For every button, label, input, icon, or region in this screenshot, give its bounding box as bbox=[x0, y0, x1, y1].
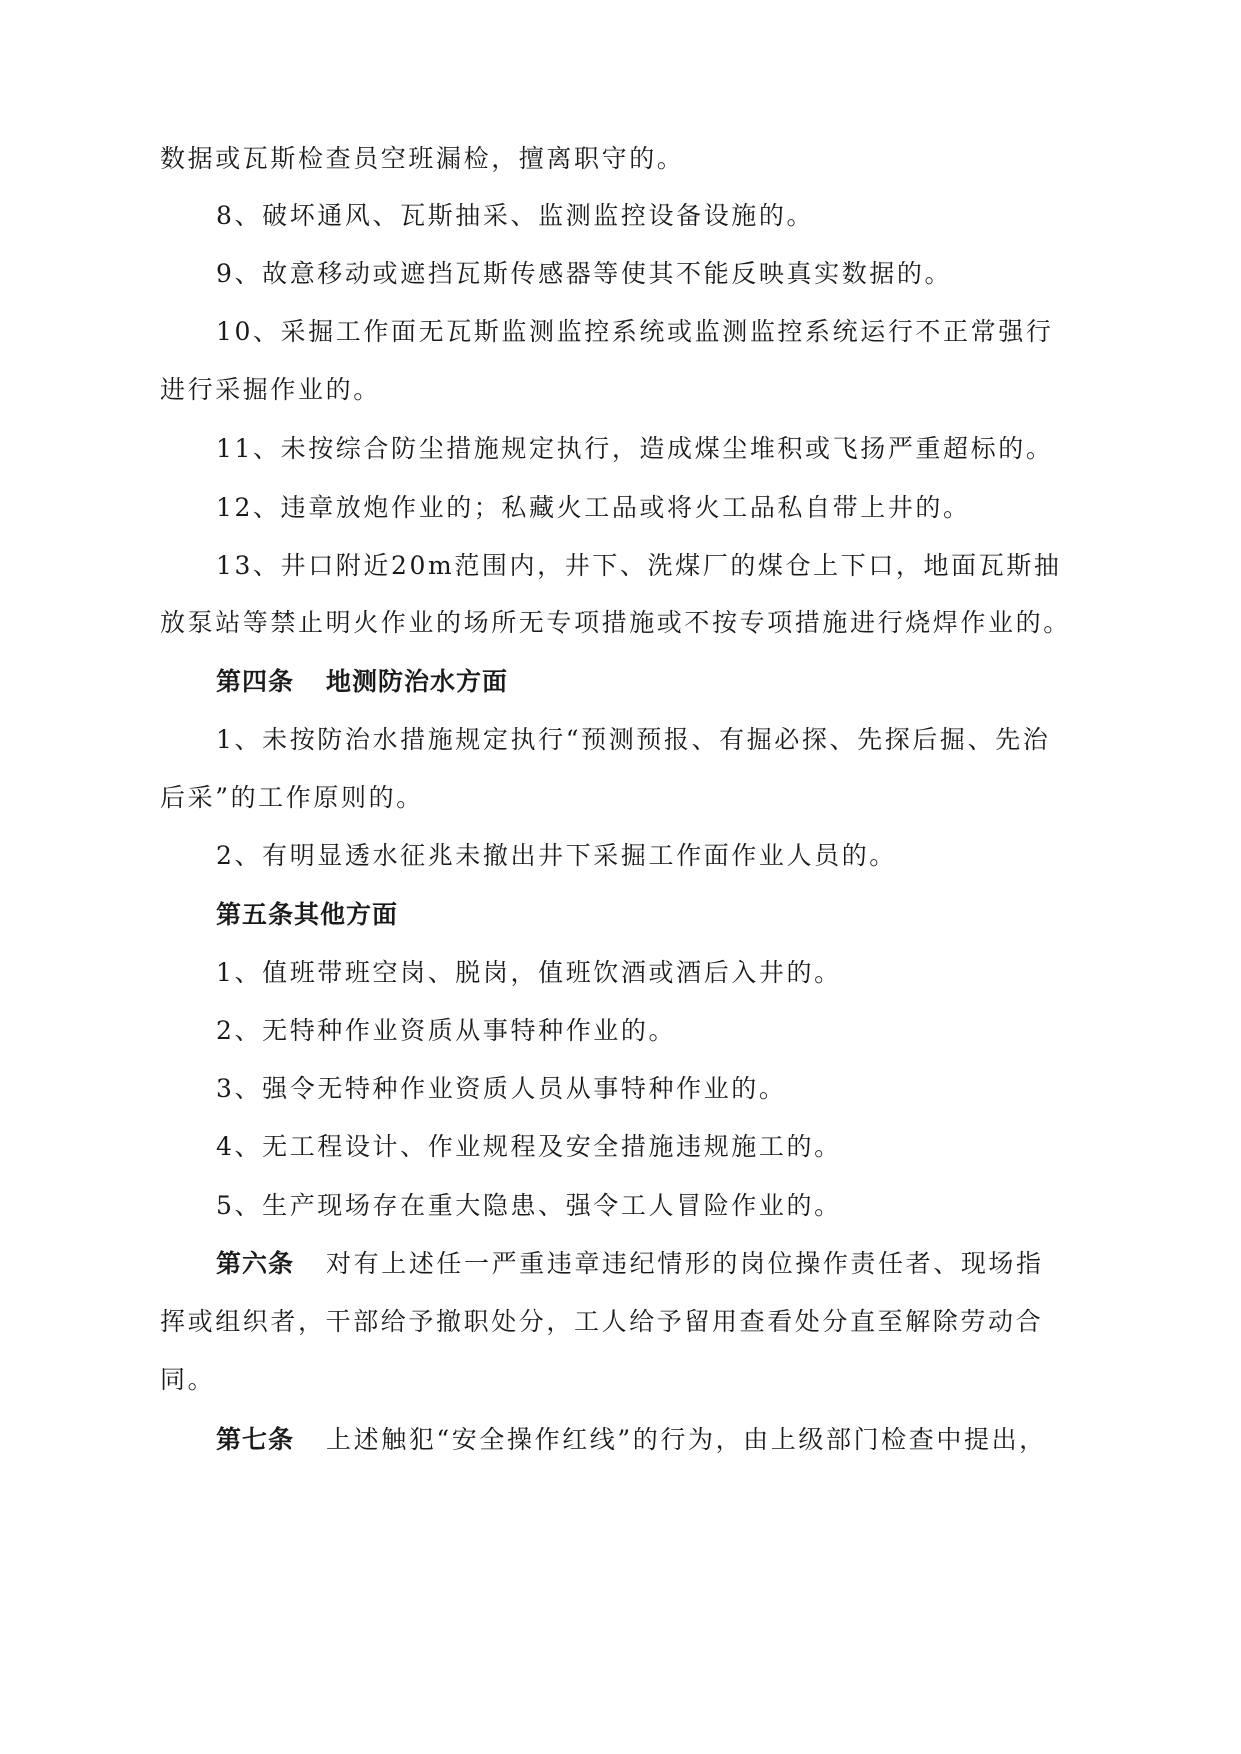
article-text: 上述触犯“安全操作红线”的行为，由上级部门检查中提出， bbox=[326, 1425, 1047, 1454]
paragraph-line: 进行采掘作业的。 bbox=[160, 375, 381, 404]
list-item: 1、值班带班空岗、脱岗，值班饮酒或酒后入井的。 bbox=[216, 958, 842, 987]
article-heading: 第五条其他方面 bbox=[216, 900, 399, 929]
list-item: 2、无特种作业资质从事特种作业的。 bbox=[216, 1016, 677, 1045]
article-label: 第四条 bbox=[216, 667, 295, 696]
list-item: 5、生产现场存在重大隐患、强令工人冒险作业的。 bbox=[216, 1191, 842, 1220]
article-label: 第六条 bbox=[216, 1249, 295, 1278]
paragraph-line: 同。 bbox=[160, 1365, 216, 1394]
list-item: 2、有明显透水征兆未撤出井下采掘工作面作业人员的。 bbox=[216, 841, 897, 870]
list-item: 8、破坏通风、瓦斯抽采、监测监控设备设施的。 bbox=[216, 201, 815, 230]
article-text: 对有上述任一严重违章违纪情形的岗位操作责任者、现场指 bbox=[326, 1249, 1044, 1278]
article-heading bbox=[216, 669, 508, 694]
list-item: 4、无工程设计、作业规程及安全措施违规施工的。 bbox=[216, 1132, 842, 1161]
article-paragraph bbox=[216, 1251, 1044, 1276]
paragraph-line: 后采”的工作原则的。 bbox=[160, 783, 424, 812]
article-title: 地测防治水方面 bbox=[326, 667, 509, 696]
list-item: 1、未按防治水措施规定执行“预测预报、有掘必探、先探后掘、先治 bbox=[216, 725, 1051, 754]
paragraph-line: 数据或瓦斯检查员空班漏检，擅离职守的。 bbox=[160, 144, 685, 173]
list-item: 12、违章放炮作业的；私藏火工品或将火工品私自带上井的。 bbox=[216, 493, 971, 522]
paragraph-line: 挥或组织者，干部给予撤职处分，工人给予留用查看处分直至解除劳动合 bbox=[160, 1307, 1044, 1336]
article-paragraph bbox=[216, 1427, 1047, 1452]
paragraph-line: 放泵站等禁止明火作业的场所无专项措施或不按专项措施进行烧焊作业的。 bbox=[160, 608, 1071, 637]
list-item: 13、井口附近20m范围内，井下、洗煤厂的煤仓上下口，地面瓦斯抽 bbox=[216, 551, 1062, 580]
list-item: 10、采掘工作面无瓦斯监测监控系统或监测监控系统运行不正常强行 bbox=[216, 317, 1054, 346]
list-item: 9、故意移动或遮挡瓦斯传感器等使其不能反映真实数据的。 bbox=[216, 259, 953, 288]
article-label: 第七条 bbox=[216, 1425, 295, 1454]
list-item: 11、未按综合防尘措施规定执行，造成煤尘堆积或飞扬严重超标的。 bbox=[216, 434, 1054, 463]
list-item: 3、强令无特种作业资质人员从事特种作业的。 bbox=[216, 1074, 787, 1103]
